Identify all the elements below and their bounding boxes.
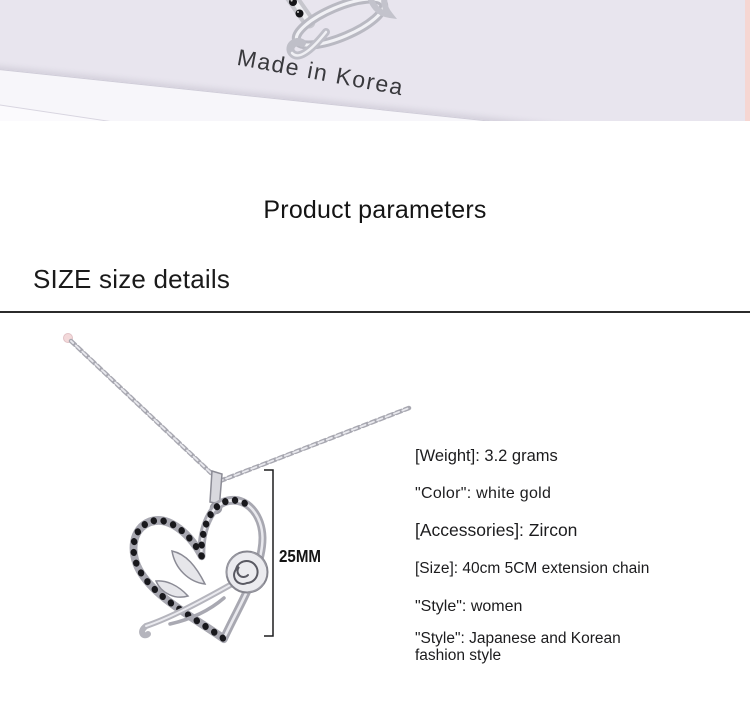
photo-edge-accent: [745, 0, 750, 121]
spec-style-fashion: "Style": Japanese and Korean fashion style: [415, 629, 621, 664]
necklace-size-illustration: [20, 322, 420, 700]
dimension-label: 25MM: [279, 546, 321, 566]
pendant-closeup-icon: [268, 0, 453, 95]
rose-icon: [227, 552, 268, 593]
spec-accessories: [Accessories]: Zircon: [415, 520, 578, 541]
page-title: Product parameters: [263, 196, 487, 224]
necklace-chain: [64, 334, 410, 482]
spec-size: [Size]: 40cm 5CM extension chain: [415, 560, 650, 578]
spec-list: [415, 447, 665, 664]
measurement-bracket: [264, 470, 273, 636]
made-in-korea-caption: Made in Korea: [235, 44, 407, 101]
spec-style-women: "Style": women: [415, 598, 523, 616]
spec-weight: [Weight]: 3.2 grams: [415, 447, 558, 465]
spec-color: "Color": white gold: [415, 484, 552, 502]
product-photo: [0, 0, 750, 121]
section-divider: [0, 311, 750, 313]
size-section-title: SIZE size details: [33, 264, 231, 294]
